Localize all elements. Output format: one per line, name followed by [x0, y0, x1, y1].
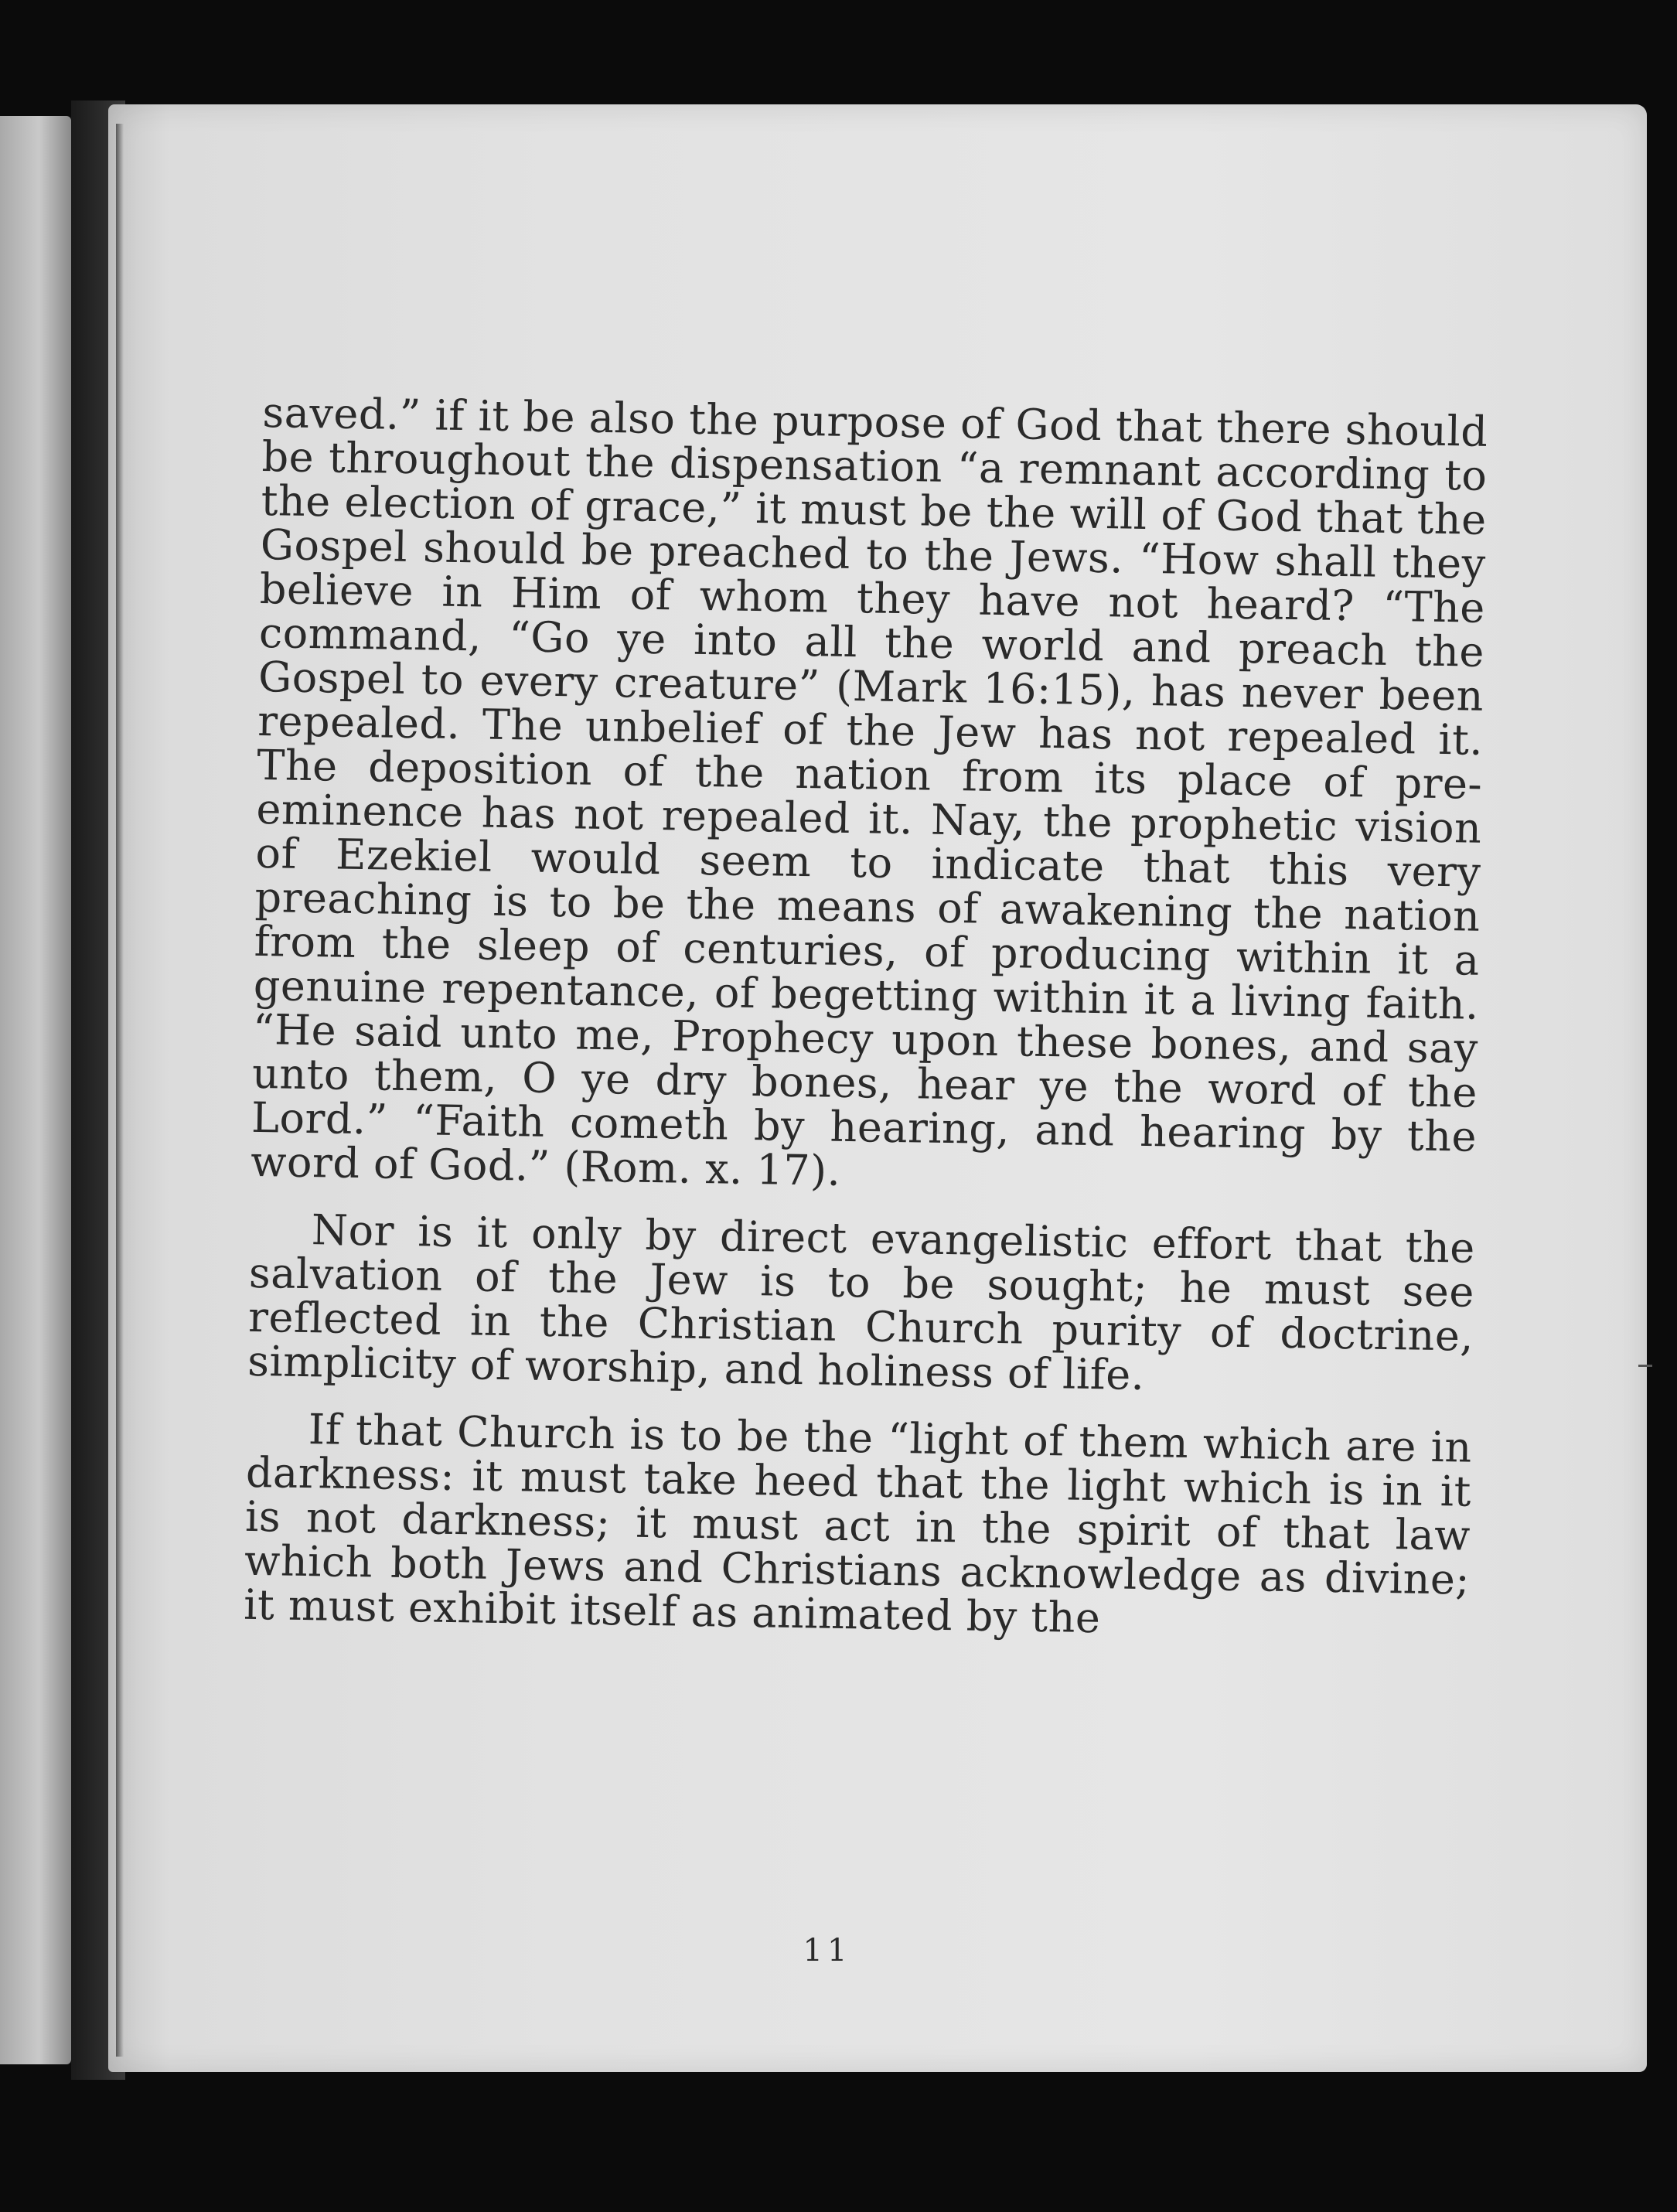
paragraph-2: Nor is it only by direct evangelistic effort that the salvation of the Jew is to be sought; he must see reflected in the Christian Church purity of doctrine, simplicity of worship, and holiness of life.	[247, 1205, 1476, 1400]
paragraph-1: saved.” if it be also the purpose of God that there should be throughout the dispensation “a remnant according to the election of grace,” it must be the will of God that the Gospel should be preached to the Jews. “How shall they believe in Him of whom they have not heard? “The command, “Go ye into all the world and preach the Gospel to every creature” (Mark 16:15), has never been repealed. The unbelief of the Jew has not repealed it. The deposition of the nation from its place of pre-eminence has not repealed it. Nay, the prophetic vision of Ezekiel would seem to indicate that this very preaching is to be the means of awakening the nation from the sleep of centuries, of producing within it a genuine repentance, of begetting within it a living faith. “He said unto me, Prophecy upon these bones, and say unto them, O ye dry bones, hear ye the word of the Lord.” “Faith cometh by hearing, and hearing by the word of God.” (Rom. x. 17).	[250, 388, 1488, 1195]
facing-page-edge	[0, 116, 71, 2064]
edge-mark	[1638, 1365, 1652, 1367]
paragraph-3: If that Church is to be the “light of them which are in darkness: it must take heed that the light which is in it is not darkness; it must act in the spirit of that law which both Jews and Christians acknowledge as divine; it must exhibit itself as animated by the	[243, 1405, 1473, 1643]
page-body-text	[244, 390, 1488, 1646]
page-fold-shadow	[116, 124, 124, 2057]
page-number: 11	[803, 1933, 852, 1968]
